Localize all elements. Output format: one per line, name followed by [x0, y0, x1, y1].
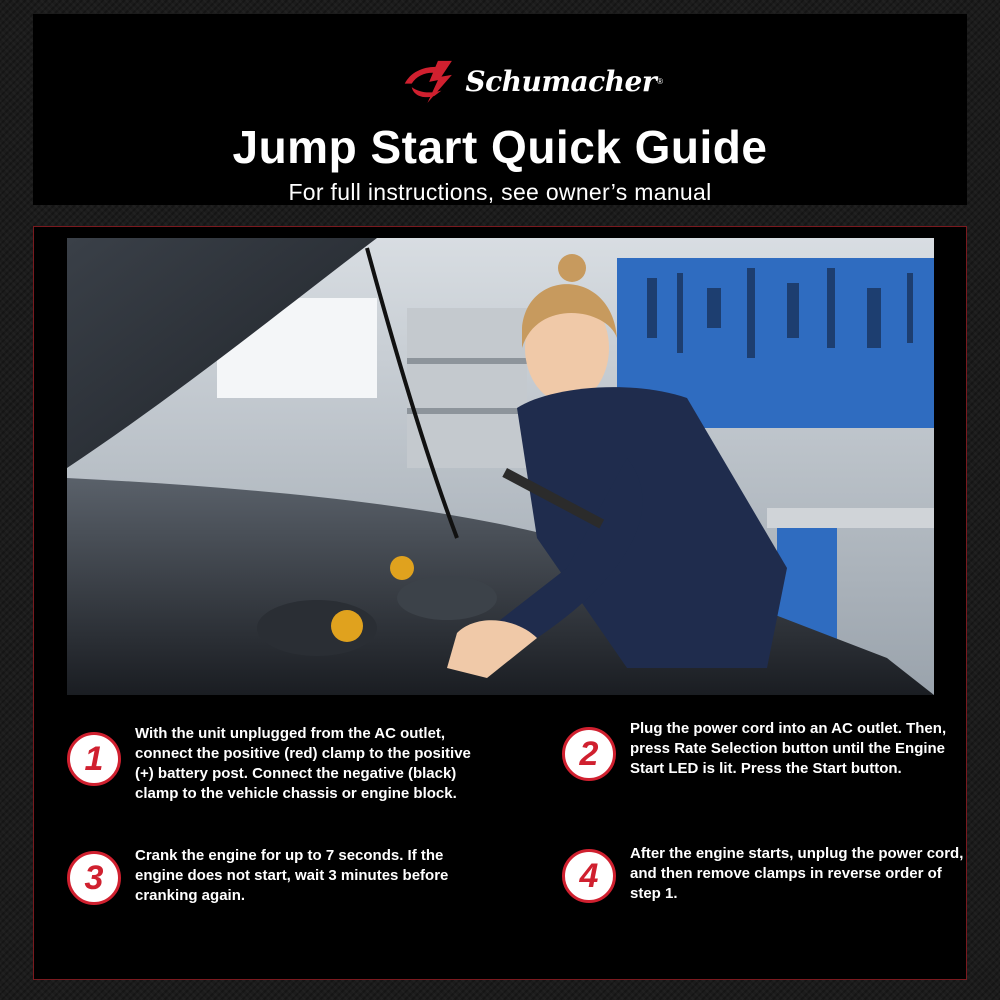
- step-instruction: Plug the power cord into an AC outlet. Then, press Rate Selection button until the Engine Start LED is lit. Press the Start button.: [630, 720, 947, 777]
- header-banner: [33, 14, 967, 205]
- step-3: [67, 847, 449, 961]
- registered-mark: ®: [657, 76, 663, 86]
- step-number-badge: 3: [67, 851, 121, 905]
- step-number-badge: 1: [67, 732, 121, 786]
- guide-panel: [33, 226, 967, 980]
- brand-logo: [403, 54, 663, 108]
- page-subtitle: For full instructions, see owner’s manual: [288, 179, 712, 205]
- step-instruction: After the engine starts, unplug the power cord, and then remove clamps in reverse order of step 1.: [630, 845, 964, 902]
- step-1: [67, 725, 471, 842]
- step-2: [562, 720, 947, 837]
- step-instruction: With the unit unplugged from the AC outlet, connect the positive (red) clamp to the positive (+) battery post. Connect the negative (black) clamp to the vehicle chassis or engine block.: [135, 725, 471, 802]
- step-number-badge: 2: [562, 727, 616, 781]
- mechanic-photo: [67, 238, 934, 695]
- step-number-badge: 4: [562, 849, 616, 903]
- page-title: Jump Start Quick Guide: [232, 121, 768, 173]
- lightning-swoosh-icon: [403, 54, 469, 108]
- step-instruction: Crank the engine for up to 7 seconds. If the engine does not start, wait 3 minutes before cranking again.: [135, 847, 449, 904]
- step-4: [562, 845, 964, 959]
- brand-name: Schumacher: [465, 64, 657, 98]
